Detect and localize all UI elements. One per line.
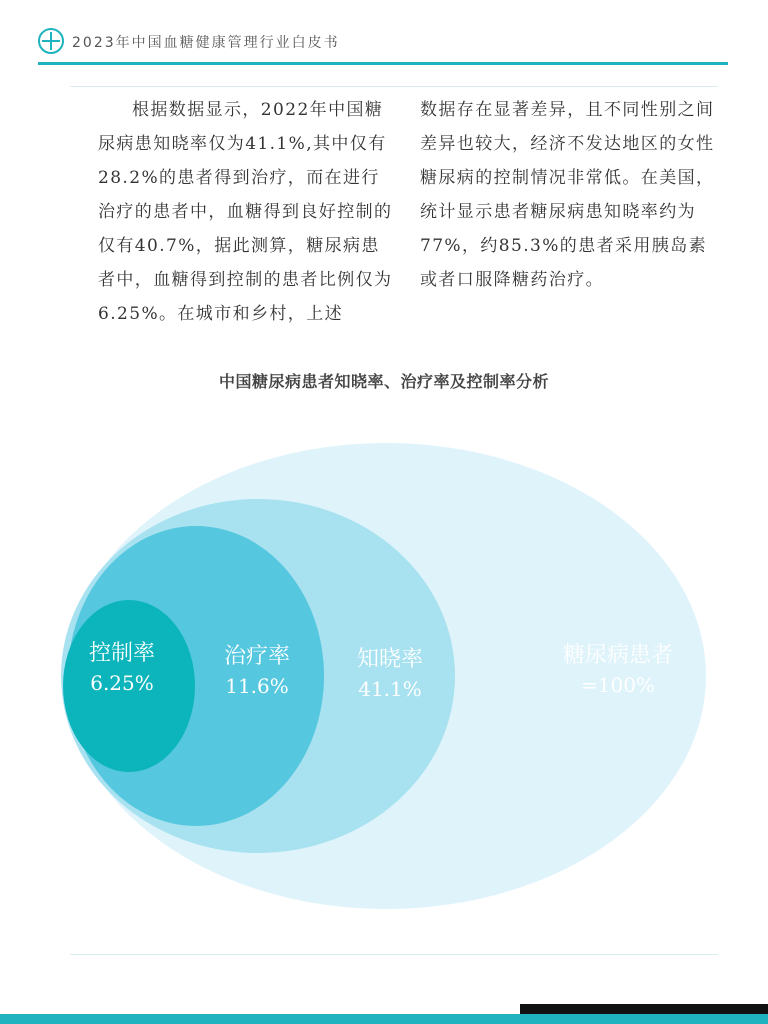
body-text-left: 根据数据显示，2022年中国糖尿病患知晓率仅为41.1%,其中仅有28.2%的患者得到治疗，而在进行治疗的患者中，血糖得到良好控制的仅有40.7%，据此测算，糖尿病患者中，血糖得到控制的患者比例仅为6.25%。在城市和乡村，上述 <box>98 100 393 324</box>
label-control: 控制率 <box>88 641 156 666</box>
value-control: 6.25% <box>90 671 154 695</box>
bottom-divider <box>70 954 718 955</box>
page-header <box>0 0 768 64</box>
header-rule <box>38 62 728 65</box>
footer-bar-dark <box>520 1004 768 1014</box>
top-divider <box>70 86 718 87</box>
label-patients: 糖尿病患者 <box>562 643 674 668</box>
label-awareness: 知晓率 <box>356 647 424 672</box>
label-treatment: 治疗率 <box>223 644 291 669</box>
value-treatment: 11.6% <box>225 674 289 698</box>
figure-title: 中国糖尿病患者知晓率、治疗率及控制率分析 <box>218 372 549 391</box>
nested-circle-diagram <box>0 400 768 920</box>
value-awareness: 41.1% <box>358 677 422 701</box>
document-title: 2023年中国血糖健康管理行业白皮书 <box>72 35 340 51</box>
footer-bar-accent <box>0 1014 768 1024</box>
value-patients: =100% <box>581 673 655 697</box>
logo-icon <box>38 28 64 54</box>
body-text-right: 数据存在显著差异，且不同性别之间差异也较大，经济不发达地区的女性糖尿病的控制情况非常低。在美国，统计显示患者糖尿病患知晓率约为77%，约85.3%的患者采用胰岛素或者口服降糖药治疗。 <box>420 100 715 290</box>
